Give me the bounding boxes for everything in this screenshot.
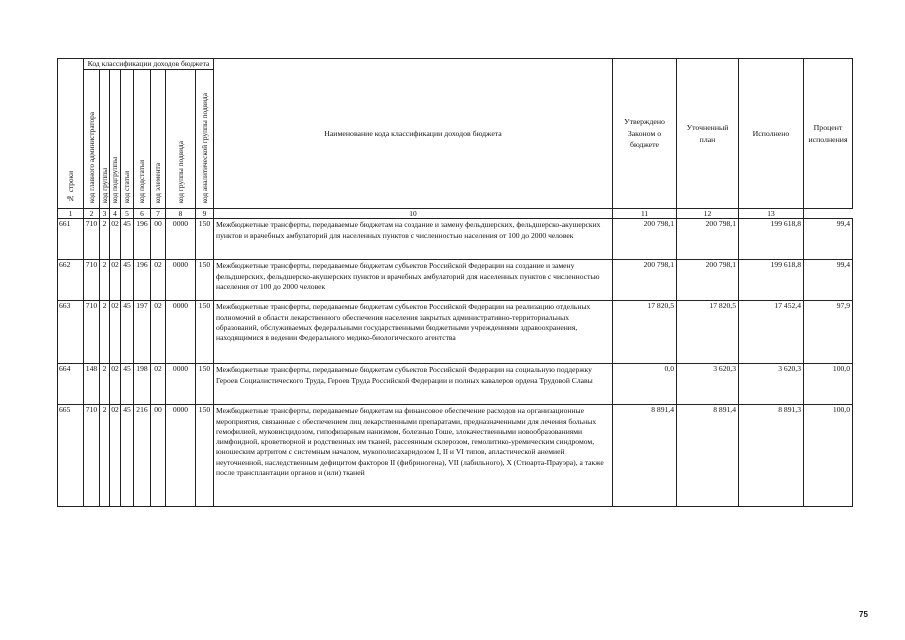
refined-plan-header: Уточненный план [677,59,739,209]
refined-amount: 200 798,1 [677,219,739,260]
analytic-code: 150 [196,405,214,507]
subgroup-code: 02 [110,219,121,260]
approved-amount: 200 798,1 [613,260,677,301]
analytic-code: 150 [196,301,214,364]
group-code: 2 [100,219,110,260]
subtype-code: 0000 [166,364,196,405]
subgroup-code: 02 [110,364,121,405]
revenue-name: Межбюджетные трансферты, передаваемые бюджетам на финансовое обеспечение расходов на организационные мероприятия, связанные с обеспечением лиц лекарственными препаратами, предназначенными для лечения больных гемофилией, муковисцидозом, гипофизарным нанизмом, болезнью Гоше, злокачественными новообразованиями лимфоидной, кроветворной и родственных им тканей, рассеянным склерозом, гемолитико-уремическим синдромом, юношеским артритом с системным началом, мукополисахаридозом I, II и VI типов, апластической анемией неуточненной, наследственным дефицитом факторов II (фибриногена), VII (лабильного), X (Стюарта-Прауэра), а также после трансплантации органов и (или) тканей [214,405,613,507]
subgroup-code-header: код подгруппы [110,70,121,209]
refined-amount: 3 620,3 [677,364,739,405]
executed-header: Исполнено [739,59,804,209]
admin-code: 710 [84,301,100,364]
group-code: 2 [100,260,110,301]
element-code-header: код элемента [151,70,166,209]
element-code: 02 [151,364,166,405]
revenue-name: Межбюджетные трансферты, передаваемые бюджетам субъектов Российской Федерации на создание и замену фельдшерских, фельдшерско-акушерских пунктов и врачебных амбулаторий для населенных пунктов с численностью населения от 100 до 2000 человек [214,260,613,301]
subarticle-code: 196 [134,219,151,260]
column-number: 4 [110,209,121,219]
row-number: 663 [58,301,84,364]
article-code: 45 [121,301,134,364]
row-number: 665 [58,405,84,507]
subarticle-code: 216 [134,405,151,507]
article-code-header: код статьи [121,70,134,209]
executed-amount: 199 618,8 [739,260,804,301]
approved-amount: 8 891,4 [613,405,677,507]
percent-value: 100,0 [804,405,853,507]
column-number-row [58,209,853,219]
percent-value: 100,0 [804,364,853,405]
column-number: 5 [121,209,134,219]
element-code: 02 [151,301,166,364]
table-row [58,364,853,405]
element-code: 02 [151,260,166,301]
element-code: 00 [151,405,166,507]
analytic-group-code-header: код аналитической группы подвида [196,70,214,209]
approved-amount: 200 798,1 [613,219,677,260]
table-row [58,405,853,507]
admin-code: 710 [84,405,100,507]
subgroup-code: 02 [110,405,121,507]
subtype-code: 0000 [166,301,196,364]
executed-amount: 8 891,3 [739,405,804,507]
subtype-code: 0000 [166,260,196,301]
group-code-header: код группы [100,70,110,209]
subtype-code: 0000 [166,219,196,260]
row-number: 661 [58,219,84,260]
subarticle-code: 196 [134,260,151,301]
revenue-name: Межбюджетные трансферты, передаваемые бюджетам на создание и замену фельдшерских, фельдшерско-акушерских пунктов и врачебных амбулаторий для населенных пунктов с численностью населения от 100 до 2000 человек [214,219,613,260]
row-number-header: № строки [58,59,84,209]
subarticle-code-header: код подстатьи [134,70,151,209]
executed-amount: 3 620,3 [739,364,804,405]
element-code: 00 [151,219,166,260]
admin-code-header: код главного администратора [84,70,100,209]
refined-amount: 17 820,5 [677,301,739,364]
subtype-group-code-header: код группы подвида [166,70,196,209]
analytic-code: 150 [196,219,214,260]
column-number: 9 [196,209,214,219]
article-code: 45 [121,219,134,260]
column-number: 10 [214,209,613,219]
analytic-code: 150 [196,260,214,301]
article-code: 45 [121,405,134,507]
group-code: 2 [100,405,110,507]
table-row [58,301,853,364]
subgroup-code: 02 [110,301,121,364]
percent-header: Процент исполнения [804,59,853,209]
table-row [58,219,853,260]
admin-code: 710 [84,219,100,260]
refined-amount: 200 798,1 [677,260,739,301]
revenue-name: Межбюджетные трансферты, передаваемые бюджетам субъектов Российской Федерации на социальную поддержку Героев Социалистического Труда, Героев Труда Российской Федерации и полных кавалеров ордена Трудовой Славы [214,364,613,405]
row-number: 664 [58,364,84,405]
analytic-code: 150 [196,364,214,405]
column-number: 2 [84,209,100,219]
article-code: 45 [121,260,134,301]
subarticle-code: 197 [134,301,151,364]
table-row [58,260,853,301]
row-number: 662 [58,260,84,301]
name-header: Наименование кода классификации доходов бюджета [214,59,613,209]
budget-revenue-table [57,58,853,507]
subarticle-code: 198 [134,364,151,405]
approved-amount: 0,0 [613,364,677,405]
column-number: 11 [613,209,677,219]
column-number: 8 [166,209,196,219]
approved-amount: 17 820,5 [613,301,677,364]
column-number: 12 [677,209,739,219]
refined-amount: 8 891,4 [677,405,739,507]
subgroup-code: 02 [110,260,121,301]
classification-group-header: Код классификации доходов бюджета [84,59,214,70]
group-code: 2 [100,364,110,405]
column-number: 7 [151,209,166,219]
approved-header: Утверждено Законом о бюджете [613,59,677,209]
percent-value: 97,9 [804,301,853,364]
column-number: 3 [100,209,110,219]
percent-value: 99,4 [804,219,853,260]
admin-code: 710 [84,260,100,301]
column-number: 13 [739,209,804,219]
group-code: 2 [100,301,110,364]
column-number: 6 [134,209,151,219]
page-number: 75 [859,610,868,619]
admin-code: 148 [84,364,100,405]
subtype-code: 0000 [166,405,196,507]
revenue-name: Межбюджетные трансферты, передаваемые бюджетам субъектов Российской Федерации на реализацию отдельных полномочий в области лекарственного обеспечения населения закрытых административно-территориальных образований, обслуживаемых федеральными государственными бюджетными учреждениями здравоохранения, находящимися в ведении Федерального медико-биологического агентства [214,301,613,364]
percent-value: 99,4 [804,260,853,301]
executed-amount: 17 452,4 [739,301,804,364]
column-number: 1 [58,209,84,219]
executed-amount: 199 618,8 [739,219,804,260]
article-code: 45 [121,364,134,405]
